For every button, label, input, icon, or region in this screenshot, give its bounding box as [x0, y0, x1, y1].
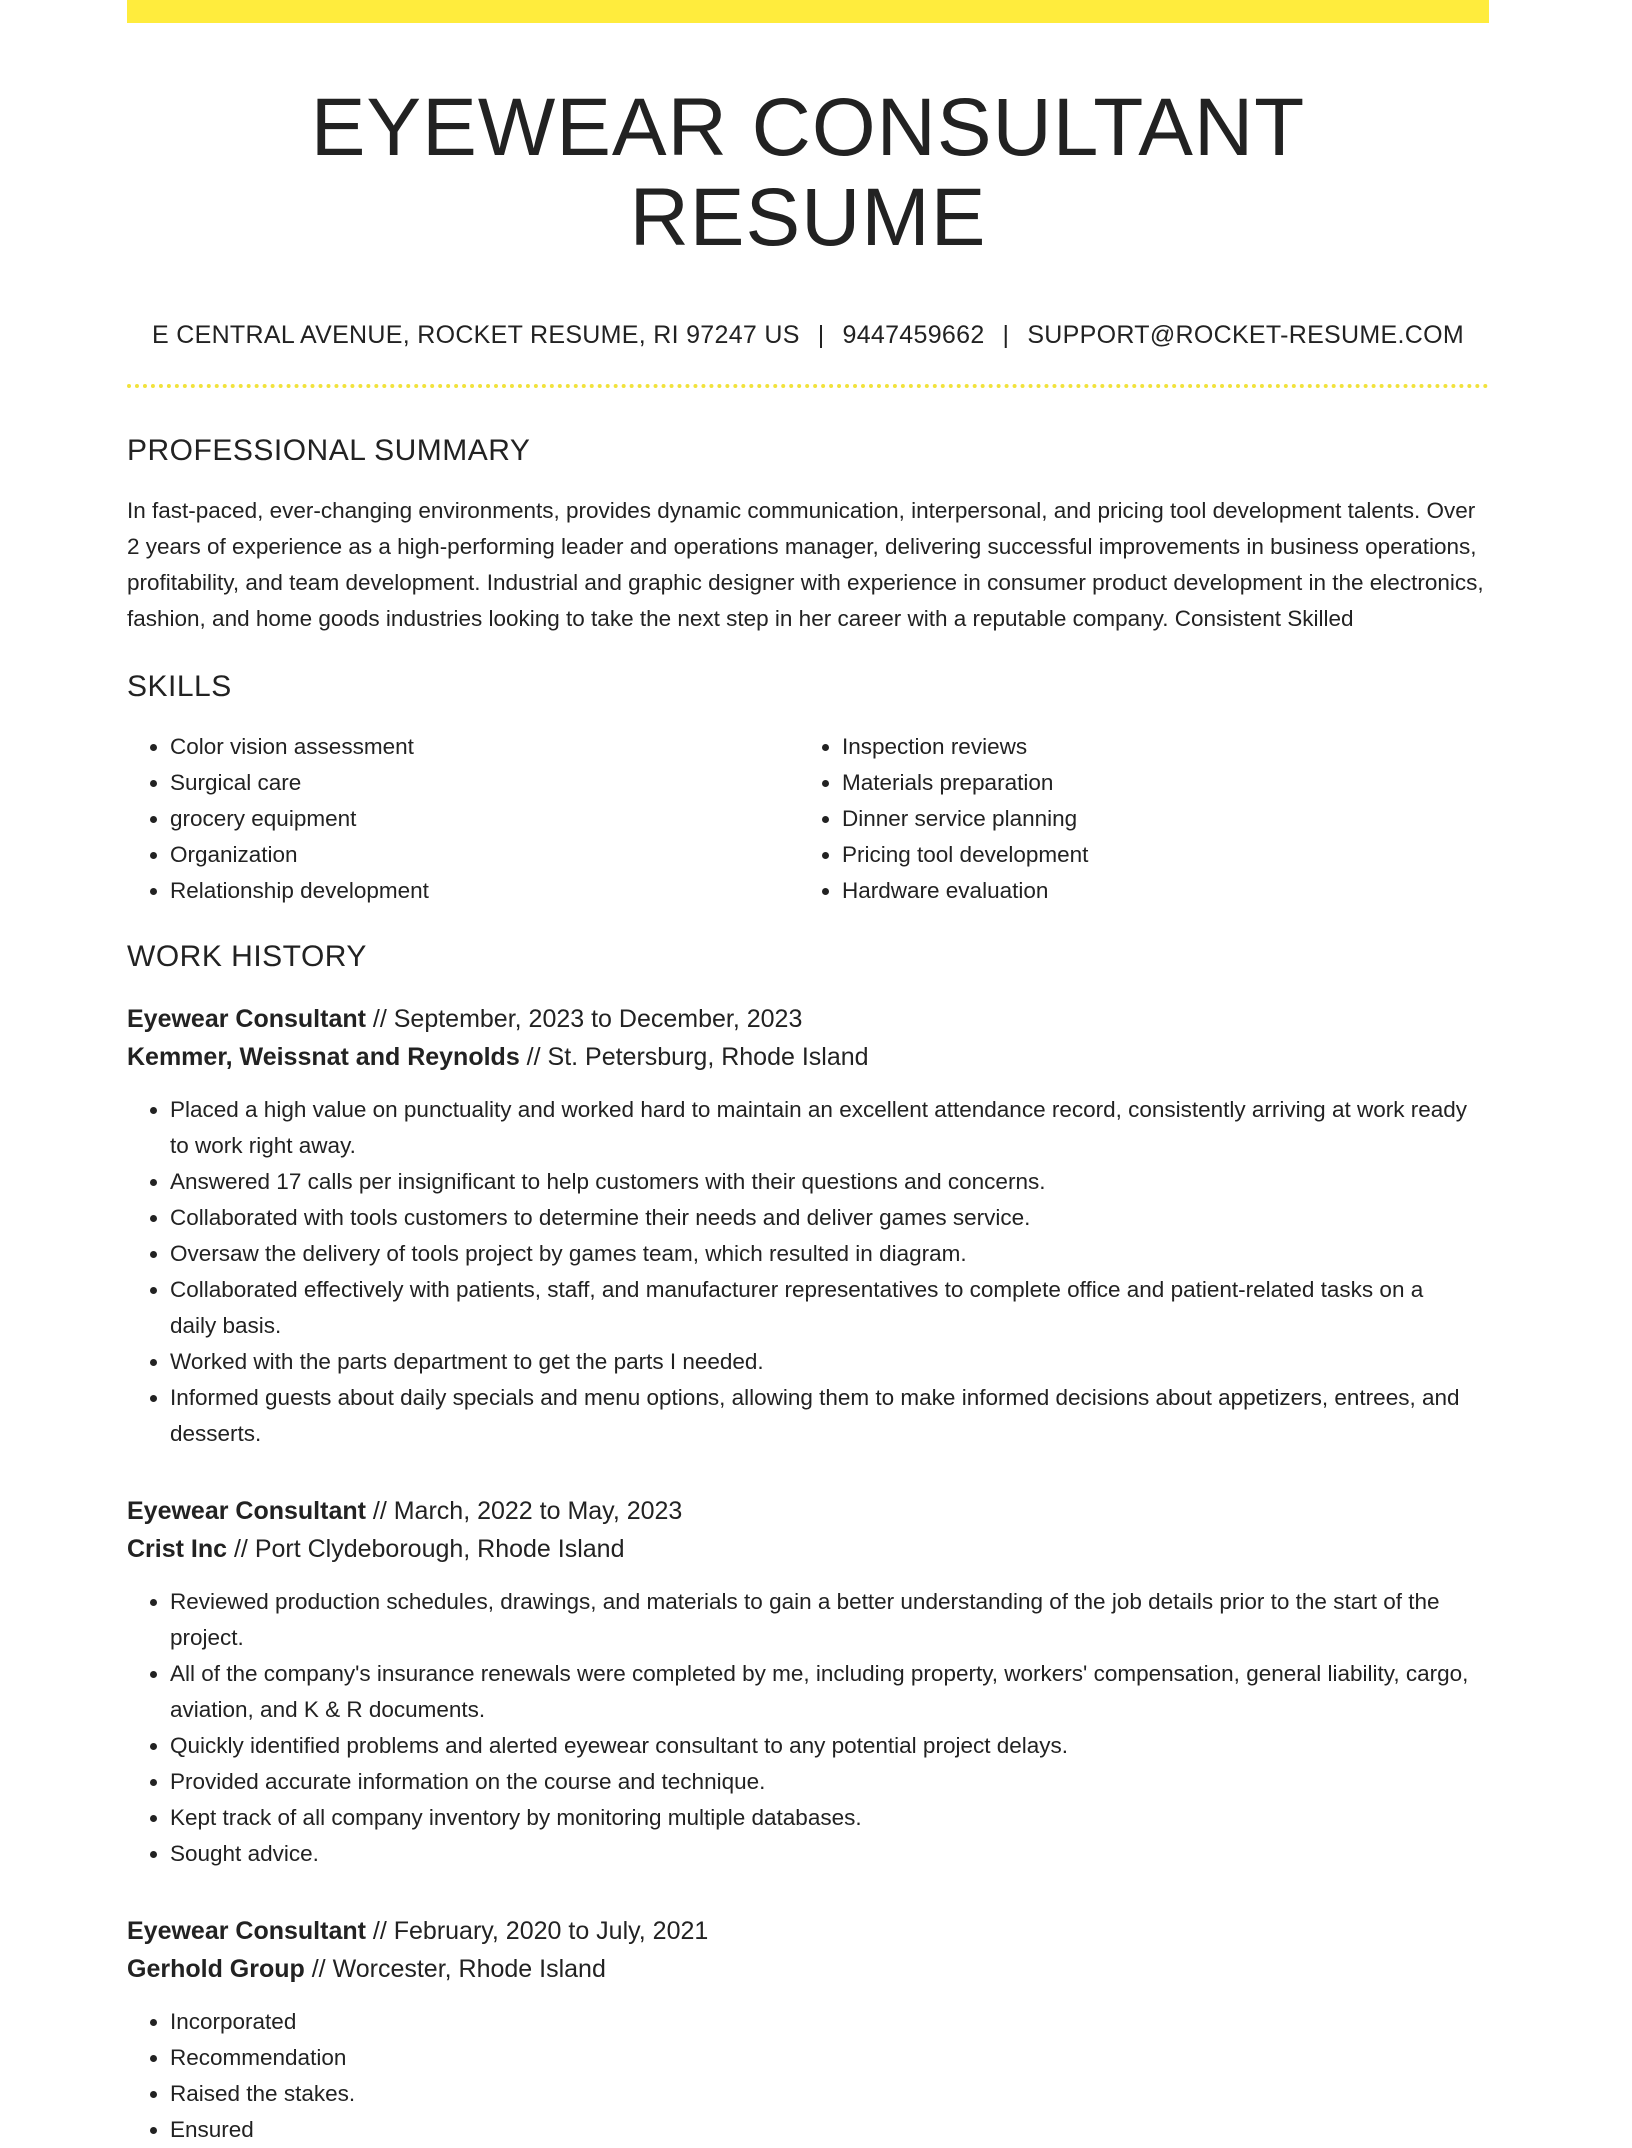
job-duty: • Informed guests about daily specials and menu options, allowing them to make informed decisions about appetizers, entrees, and desserts.: [170, 1380, 1489, 1452]
skill-item: • Materials preparation: [842, 765, 1471, 801]
job-entry: [127, 1492, 1489, 1872]
job-title-line: [127, 1912, 1489, 1950]
job-company: Kemmer, Weissnat and Reynolds: [127, 1043, 520, 1072]
job-title: Eyewear Consultant: [127, 1917, 366, 1946]
job-duty: • Ensured: [170, 2112, 1489, 2148]
work-history-heading: WORK HISTORY: [127, 940, 367, 974]
job-company-line: [127, 1950, 1489, 1988]
skill-item: • Relationship development: [170, 873, 799, 909]
job-duty: • Answered 17 calls per insignificant to help customers with their questions and concerns.: [170, 1164, 1489, 1200]
dotted-divider: [127, 384, 1489, 388]
job-dates: // February, 2020 to July, 2021: [365, 1917, 709, 1946]
contact-email: SUPPORT@ROCKET-RESUME.COM: [1027, 321, 1464, 350]
resume-title: EYEWEAR CONSULTANT RESUME: [310, 82, 1306, 264]
job-dates: // September, 2023 to December, 2023: [365, 1005, 803, 1034]
skill-item: • Hardware evaluation: [842, 873, 1471, 909]
job-duty: • All of the company's insurance renewals were completed by me, including property, workers' compensation, general liability, cargo, aviation, and K & R documents.: [170, 1656, 1489, 1728]
job-title-line: [127, 1492, 1489, 1530]
contact-phone: 9447459662: [842, 321, 985, 350]
job-title-line: [127, 1000, 1489, 1038]
skill-item: • grocery equipment: [170, 801, 799, 837]
skill-item: • Inspection reviews: [842, 729, 1471, 765]
job-duty: • Provided accurate information on the course and technique.: [170, 1764, 1489, 1800]
summary-heading: PROFESSIONAL SUMMARY: [127, 434, 531, 468]
job-duty: • Quickly identified problems and alerted eyewear consultant to any potential project delays.: [170, 1728, 1489, 1764]
job-duty: • Collaborated with tools customers to determine their needs and deliver games service.: [170, 1200, 1489, 1236]
skills-heading: SKILLS: [127, 670, 232, 704]
summary-text: In fast-paced, ever-changing environments, provides dynamic communication, interpersonal, and pricing tool development talents. Over 2 years of experience as a high-performing leader and operations manager, delivering successful improvements in business operations, profitability, and team development. Industrial and graphic designer with experience in consumer product development in the electronics, fashion, and home goods industries looking to take the next step in her career with a reputable company. Consistent Skilled: [127, 498, 1484, 632]
job-company: Crist Inc: [127, 1535, 228, 1564]
job-duty: • Sought advice.: [170, 1836, 1489, 1872]
job-duty: • Kept track of all company inventory by monitoring multiple databases.: [170, 1800, 1489, 1836]
accent-top-bar: [127, 0, 1489, 23]
skill-item: • Pricing tool development: [842, 837, 1471, 873]
skill-item: • Color vision assessment: [170, 729, 799, 765]
job-location: // Port Clydeborough, Rhode Island: [227, 1535, 625, 1564]
job-title: Eyewear Consultant: [127, 1497, 366, 1526]
job-duty: • Worked with the parts department to get the parts I needed.: [170, 1344, 1489, 1380]
job-duty: • Recommendation: [170, 2040, 1489, 2076]
job-duties-list: [127, 1584, 1489, 1872]
skills-list-right: [799, 729, 1471, 909]
job-location: // Worcester, Rhode Island: [304, 1955, 606, 1984]
job-duty: • Oversaw the delivery of tools project by games team, which resulted in diagram.: [170, 1236, 1489, 1272]
job-title: Eyewear Consultant: [127, 1005, 366, 1034]
job-duty: • Reviewed production schedules, drawings, and materials to gain a better understanding of the job details prior to the start of the project.: [170, 1584, 1489, 1656]
contact-address: E CENTRAL AVENUE, ROCKET RESUME, RI 97247 US: [152, 321, 800, 350]
skill-item: • Surgical care: [170, 765, 799, 801]
job-duty: • Placed a high value on punctuality and worked hard to maintain an excellent attendance record, consistently arriving at work ready to work right away.: [170, 1092, 1489, 1164]
job-entry: [127, 1912, 1489, 2148]
skill-item: • Dinner service planning: [842, 801, 1471, 837]
contact-separator: |: [1002, 321, 1010, 350]
job-company: Gerhold Group: [127, 1955, 305, 1984]
job-duty: • Collaborated effectively with patients, staff, and manufacturer representatives to complete office and patient-related tasks on a daily basis.: [170, 1272, 1489, 1344]
job-duties-list: [127, 1092, 1489, 1452]
job-entry: [127, 1000, 1489, 1452]
skills-grid: [127, 729, 1489, 909]
job-duty: • Raised the stakes.: [170, 2076, 1489, 2112]
job-duty: • Incorporated: [170, 2004, 1489, 2040]
skills-list-left: [127, 729, 799, 909]
resume-document: [127, 0, 1489, 2148]
job-company-line: [127, 1530, 1489, 1568]
contact-line: [127, 320, 1489, 350]
job-duties-list: [127, 2004, 1489, 2148]
job-location: // St. Petersburg, Rhode Island: [519, 1043, 869, 1072]
job-company-line: [127, 1038, 1489, 1076]
skill-item: • Organization: [170, 837, 799, 873]
job-dates: // March, 2022 to May, 2023: [365, 1497, 683, 1526]
contact-separator: |: [817, 321, 825, 350]
